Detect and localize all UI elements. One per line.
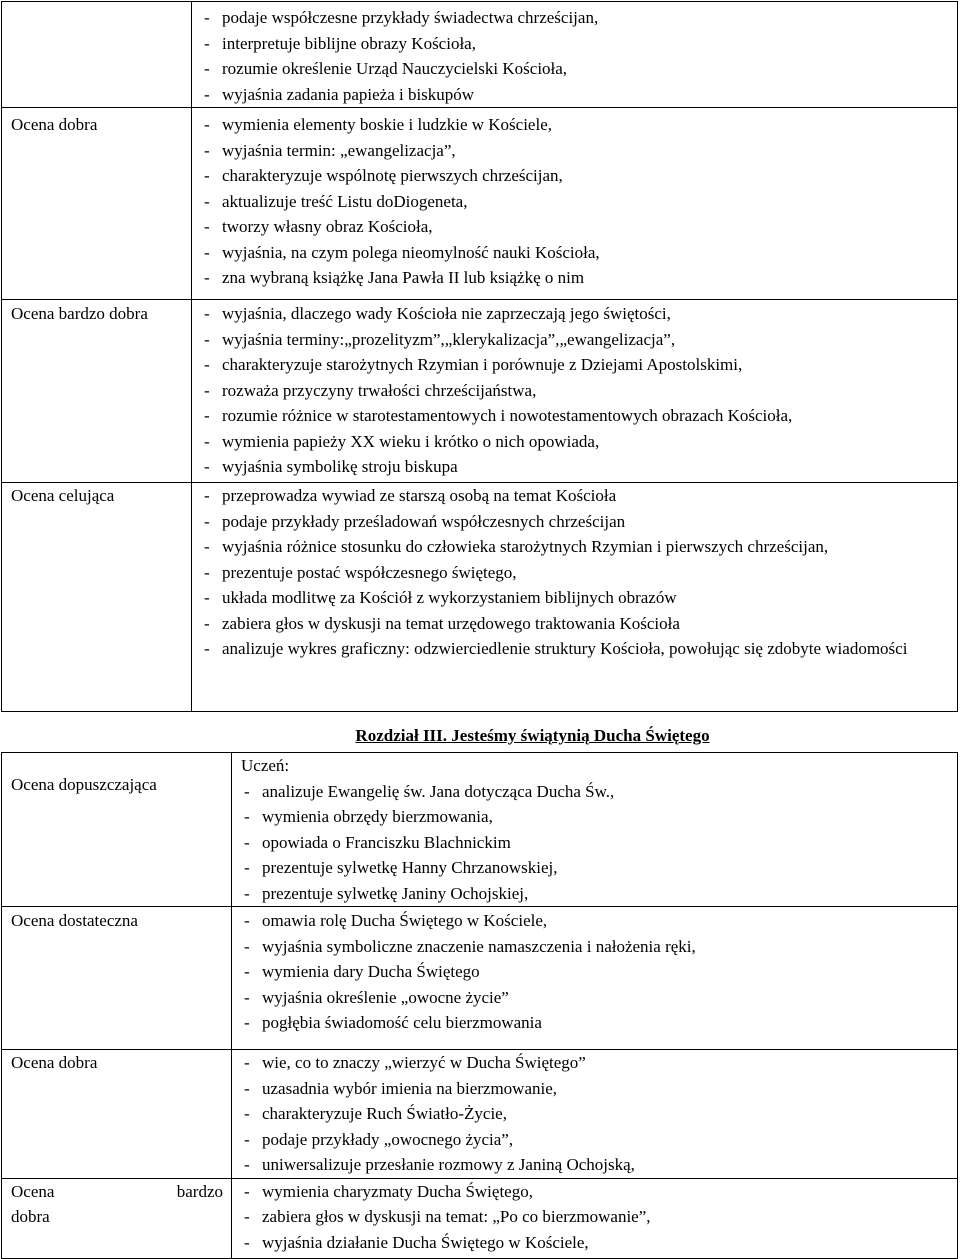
grade-label: Ocena dobra — [11, 1053, 98, 1072]
grade-label-cell — [2, 753, 232, 907]
list-item: - rozważa przyczyny trwałości chrześcijaństwa, — [200, 378, 957, 404]
grade-label-cell — [2, 300, 192, 483]
list-item: - zabiera głos w dyskusji na temat urzędowego traktowania Kościoła — [200, 611, 957, 637]
table-row — [2, 483, 958, 712]
requirements-cell — [232, 1050, 958, 1179]
grade-label-cell — [2, 483, 192, 712]
list-item: - wyjaśnia, na czym polega nieomylność nauki Kościoła, — [200, 240, 957, 266]
requirements-list — [240, 908, 957, 1036]
list-item: - analizuje Ewangelię św. Jana dotycząca Ducha Św., — [240, 779, 957, 805]
list-item: - tworzy własny obraz Kościoła, — [200, 214, 957, 240]
list-item: - uzasadnia wybór imienia na bierzmowanie, — [240, 1076, 957, 1102]
requirements-list — [240, 779, 957, 907]
table-row — [2, 907, 958, 1050]
grade-label: Ocena bardzo — [11, 1181, 223, 1201]
list-item: - wyjaśnia termin: „ewangelizacja”, — [200, 138, 957, 164]
requirements-list — [240, 1179, 957, 1256]
list-item: - interpretuje biblijne obrazy Kościoła, — [200, 31, 957, 57]
list-item: - układa modlitwę za Kościół z wykorzystaniem biblijnych obrazów — [200, 585, 957, 611]
grade-label: Ocena dopuszczająca — [11, 775, 157, 794]
requirements-cell — [232, 907, 958, 1050]
requirements-list — [240, 1050, 957, 1178]
list-item: - wymienia papieży XX wieku i krótko o nich opowiada, — [200, 429, 957, 455]
list-item: - aktualizuje treść Listu doDiogeneta, — [200, 189, 957, 215]
list-item: - wymienia dary Ducha Świętego — [240, 959, 957, 985]
grade-label-cell — [2, 1050, 232, 1179]
list-item: - wie, co to znaczy „wierzyć w Ducha Świętego” — [240, 1050, 957, 1076]
list-item: - opowiada o Franciszku Blachnickim — [240, 830, 957, 856]
grade-label-cell — [2, 108, 192, 300]
list-item: - podaje przykłady „owocnego życia”, — [240, 1127, 957, 1153]
list-item: - rozumie różnice w starotestamentowych i nowotestamentowych obrazach Kościoła, — [200, 403, 957, 429]
list-item: - pogłębia świadomość celu bierzmowania — [240, 1010, 957, 1036]
list-item: - wyjaśnia różnice stosunku do człowieka starożytnych Rzymian i pierwszych chrześcijan, — [200, 534, 957, 560]
table-row — [2, 2, 958, 108]
list-item: - prezentuje sylwetkę Janiny Ochojskiej, — [240, 881, 957, 907]
list-item: - omawia rolę Ducha Świętego w Kościele, — [240, 908, 957, 934]
grade-label-cell: Ocena bardzo dobra — [2, 1178, 232, 1258]
list-item: - wyjaśnia określenie „owocne życie” — [240, 985, 957, 1011]
list-item: - wyjaśnia zadania papieża i biskupów — [200, 82, 957, 108]
table-row — [2, 753, 958, 907]
intro-text: Uczeń: — [241, 756, 290, 775]
grade-table-chapter-3 — [1, 752, 958, 1259]
list-item: - uniwersalizuje przesłanie rozmowy z Janiną Ochojską, — [240, 1152, 957, 1178]
requirements-list — [200, 5, 957, 107]
list-item: - analizuje wykres graficzny: odzwierciedlenie struktury Kościoła, powołując się zdobyte wiadomości — [200, 636, 957, 662]
list-item: - wyjaśnia symbolikę stroju biskupa — [200, 454, 957, 480]
list-item: - charakteryzuje starożytnych Rzymian i porównuje z Dziejami Apostolskimi, — [200, 352, 957, 378]
list-item: - prezentuje postać współczesnego świętego, — [200, 560, 957, 586]
list-item: - wyjaśnia działanie Ducha Świętego w Kościele, — [240, 1230, 957, 1256]
grade-label-cell — [2, 907, 232, 1050]
table-row — [2, 108, 958, 300]
table-row — [2, 1050, 958, 1179]
list-item: - wyjaśnia, dlaczego wady Kościoła nie zaprzeczają jego świętości, — [200, 301, 957, 327]
list-item: - przeprowadza wywiad ze starszą osobą na temat Kościoła — [200, 483, 957, 509]
requirements-cell — [192, 108, 958, 300]
list-item: - podaje współczesne przykłady świadectwa chrześcijan, — [200, 5, 957, 31]
list-item: - prezentuje sylwetkę Hanny Chrzanowskiej, — [240, 855, 957, 881]
list-item: - wymienia elementy boskie i ludzkie w Kościele, — [200, 112, 957, 138]
list-item: - wymienia charyzmaty Ducha Świętego, — [240, 1179, 957, 1205]
requirements-cell — [192, 2, 958, 108]
requirements-cell — [192, 300, 958, 483]
chapter-title: Rozdział III. Jesteśmy świątynią Ducha Świętego — [355, 726, 710, 745]
requirements-list — [200, 301, 957, 480]
list-item: - charakteryzuje wspólnotę pierwszych chrześcijan, — [200, 163, 957, 189]
requirements-cell — [232, 1178, 958, 1258]
grade-label: Ocena celująca — [11, 486, 115, 505]
requirements-cell — [232, 753, 958, 907]
grade-label: Ocena dobra — [11, 115, 98, 134]
grade-table-chapter-2 — [1, 1, 958, 712]
list-item: - wyjaśnia terminy:„prozelityzm”,„klerykalizacja”,„ewangelizacja”, — [200, 327, 957, 353]
grade-label: Ocena bardzo dobra — [11, 304, 148, 323]
list-item: - zabiera głos w dyskusji na temat: „Po co bierzmowanie”, — [240, 1204, 957, 1230]
grade-label-cell — [2, 2, 192, 108]
table-row — [2, 1178, 958, 1258]
list-item: - rozumie określenie Urząd Nauczycielski Kościoła, — [200, 56, 957, 82]
requirements-list — [200, 112, 957, 291]
requirements-list — [200, 483, 957, 662]
list-item: - wyjaśnia symboliczne znaczenie namaszczenia i nałożenia ręki, — [240, 934, 957, 960]
list-item: - wymienia obrzędy bierzmowania, — [240, 804, 957, 830]
list-item: - zna wybraną książkę Jana Pawła II lub książkę o nim — [200, 265, 957, 291]
list-item: - charakteryzuje Ruch Światło-Życie, — [240, 1101, 957, 1127]
table-row — [2, 300, 958, 483]
requirements-cell — [192, 483, 958, 712]
grade-label: Ocena dostateczna — [11, 911, 138, 930]
list-item: - podaje przykłady prześladowań współczesnych chrześcijan — [200, 509, 957, 535]
